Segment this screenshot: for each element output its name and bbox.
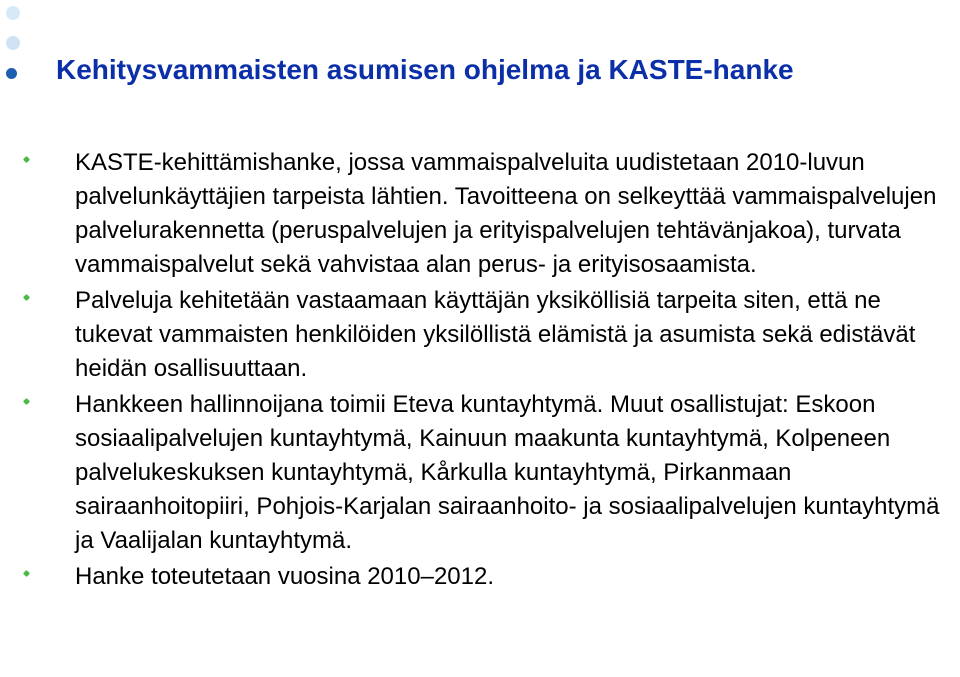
bullet-icon [24,295,31,306]
light-dot-icon [6,36,20,50]
bullet-icon [24,399,31,410]
bullet-text: Hanke toteutetaan vuosina 2010–2012. [75,563,495,590]
bullet-item [0,146,945,282]
decorative-dots [4,2,24,82]
bullet-icon [24,157,31,168]
slide-title: Kehitysvammaisten asumisen ohjelma ja KASTE-hanke [56,54,794,85]
bullet-item [0,560,945,594]
bullet-text: Hankkeen hallinnoijana toimii Eteva kuntayhtymä. Muut osallistujat: Eskoon sosiaalipalvelujen kuntayhtymä, Kainuun maakunta kuntayhtymä, Kolpeneen palvelukeskuksen kuntayhtymä, Kårkulla kuntayhtymä, Pirkanmaan sairaanhoitopiiri, Pohjois-Karjalan sairaanhoito- ja sosiaalipalvelujen kuntayhtymä ja Vaalijalan kuntayhtymä. [75,391,940,554]
bullet-icon [24,571,31,582]
bullet-text: KASTE-kehittämishanke, jossa vammaispalveluita uudistetaan 2010-luvun palvelunkäyttäjien tarpeista lähtien. Tavoitteena on selkeyttää vammaispalvelujen palvelurakennetta (peruspalvelujen ja erityispalvelujen tehtävänjakoa), turvata vammaispalvelut sekä vahvistaa alan perus- ja erityisosaamista. [75,149,937,278]
dark-dot-icon [6,68,17,79]
bullet-list [0,146,960,596]
bullet-item [0,388,945,558]
bullet-text: Palveluja kehitetään vastaamaan käyttäjän yksiköllisiä tarpeita siten, että ne tukevat vammaisten henkilöiden yksilöllistä elämistä ja asumista sekä edistävät heidän osallisuuttaan. [75,287,916,382]
light-dot-icon [6,6,20,20]
bullet-item [0,284,945,386]
